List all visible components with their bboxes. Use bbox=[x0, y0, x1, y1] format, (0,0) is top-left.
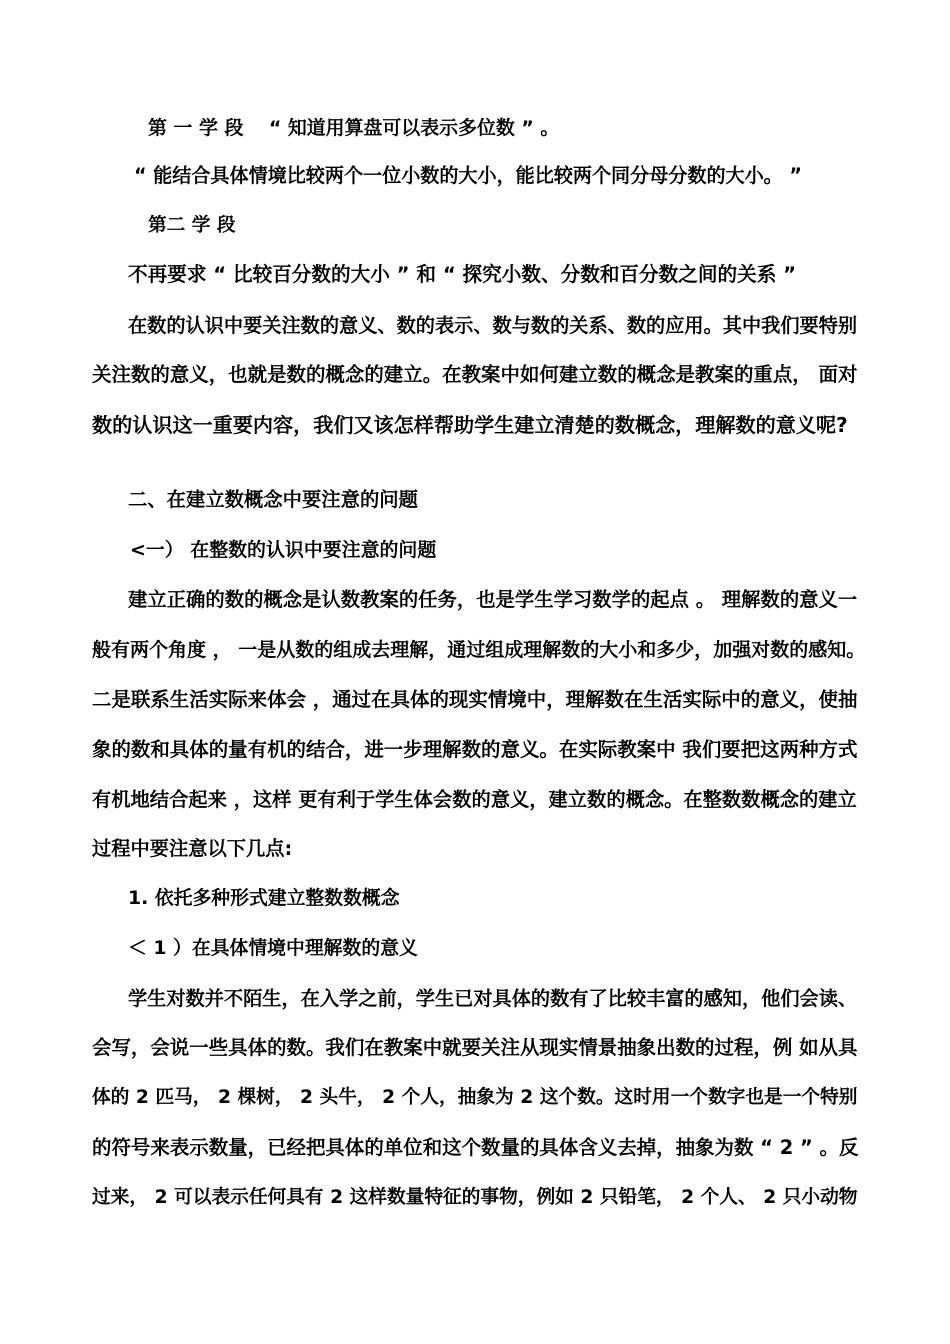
section-heading: 二、在建立数概念中要注意的问题 bbox=[128, 488, 418, 511]
text-line: “ 能结合具体情境比较两个一位小数的大小，能比较两个同分母分数的大小。 ” bbox=[134, 164, 802, 187]
text-line: 建立正确的数的概念是认数教案的任务，也是学生学习数学的起点 。 理解数的意义一 bbox=[128, 588, 858, 611]
text-line: 过来， 2 可以表示任何具有 2 这样数量特征的事物，例如 2 只铅笔， 2 个人、 2 只小动物 bbox=[92, 1187, 858, 1208]
text-line: 在数的认识中要关注数的意义、数的表示、数与数的关系、数的应用。其中我们要特别 bbox=[128, 314, 858, 337]
text-line: 般有两个角度 ， 一是从数的组成去理解，通过组成理解数的大小和多少，加强对数的感知。 bbox=[92, 639, 866, 661]
text-line: 有机地结合起来 ，这样 更有利于学生体会数的意义，建立数的概念。在整数数概念的建立 bbox=[92, 788, 857, 811]
text-line: 会写，会说一些具体的数。我们在教案中就要关注从现实情景抽象出数的过程，例 如从具 bbox=[92, 1036, 858, 1059]
text-line: 象的数和具体的量有机的结合，进一步理解数的意义。在实际教案中 我们要把这两种方式 bbox=[92, 738, 858, 761]
subsection-heading: <一） 在整数的认识中要注意的问题 bbox=[130, 539, 437, 561]
text-line: 第 一 学 段 “ 知道用算盘可以表示多位数 ” 。 bbox=[148, 117, 560, 139]
text-line: 关注数的意义，也就是数的概念的建立。在教案中如何建立数的概念是教案的重点， 面对 bbox=[92, 363, 858, 386]
list-heading: 1. 依托多种形式建立整数数概念 bbox=[128, 888, 400, 909]
text-line: 数的认识这一重要内容，我们又该怎样帮助学生建立清楚的数概念，理解数的意义呢? bbox=[92, 413, 848, 437]
text-line: 学生对数并不陌生，在入学之前，学生已对具体的数有了比较丰富的感知，他们会读、 bbox=[128, 987, 858, 1010]
text-line: 二是联系生活实际来体会 ，通过在具体的现实情境中，理解数在生活实际中的意义，使抽 bbox=[92, 688, 858, 711]
text-line: 第二 学 段 bbox=[148, 215, 236, 236]
list-subheading: ＜ 1 ）在具体情境中理解数的意义 bbox=[128, 938, 418, 959]
text-line: 过程中要注意以下几点: bbox=[92, 837, 293, 860]
text-line: 的符号来表示数量，已经把具体的单位和这个数量的具体含义去掉，抽象为数 “ 2 ” 。反 bbox=[92, 1136, 859, 1159]
text-line: 不再要求 “ 比较百分数的大小 ” 和 “ 探究小数、分数和百分数之间的关系 ” bbox=[128, 263, 797, 286]
text-line: 体的 2 匹马， 2 棵树， 2 头牛， 2 个人，抽象为 2 这个数。这时用一个数字也是一个特别 bbox=[92, 1087, 858, 1108]
